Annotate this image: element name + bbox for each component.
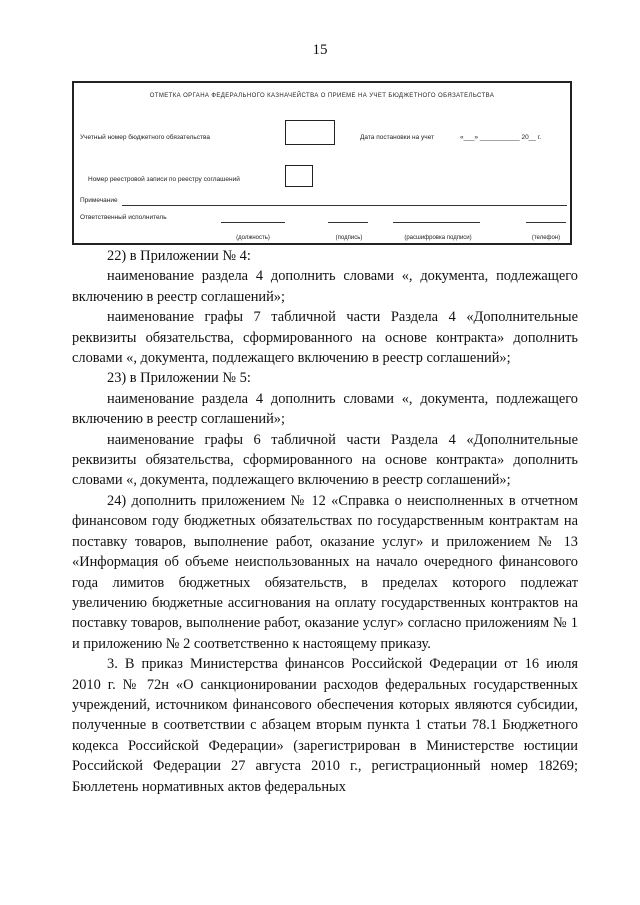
document-body [72, 246, 578, 797]
paragraph-appendix-5-heading: 23) в Приложении № 5: [107, 370, 251, 387]
registry-number-label: Номер реестровой записи по реестру соглашений [88, 176, 240, 183]
phone-line[interactable] [526, 222, 566, 223]
position-line[interactable] [221, 222, 285, 223]
registry-number-field[interactable] [285, 165, 313, 187]
registration-date-value[interactable]: «___» ___________ 20__ г. [460, 134, 542, 141]
paragraph: наименование раздела 4 дополнить словами «, документа, подлежащего включению в реестр соглашений»; [72, 390, 578, 428]
signature-line[interactable] [328, 222, 368, 223]
paragraph-appendix-4-heading: 22) в Приложении № 4: [107, 248, 251, 264]
form-title: ОТМЕТКА ОРГАНА ФЕДЕРАЛЬНОГО КАЗНАЧЕЙСТВА О ПРИЕМЕ НА УЧЕТ БЮДЖЕТНОГО ОБЯЗАТЕЛЬСТВА [149, 93, 495, 99]
paragraph: 3. В приказ Министерства финансов Российской Федерации от 16 июля 2010 г. № 72н «О санкционировании расходов федеральных государственных учреждений, источником финансового обеспечения которых являются субсидии, полученные в соответствии с абзацем вторым пункта 1 статьи 78.1 Бюджетного кодекса Российской Федерации» (зарегистрирован в Министерстве юстиции Российской Федерации 27 августа 2010 г., регистрационный номер 18269; Бюллетень нормативных актов федеральных [72, 656, 578, 795]
signature-caption: (подпись) [335, 235, 363, 241]
account-number-field[interactable] [285, 120, 335, 145]
registration-date-label: Дата постановки на учет [360, 134, 435, 141]
phone-caption: (телефон) [531, 235, 561, 241]
signature-decoding-caption: (расшифровка подписи) [404, 235, 472, 241]
note-field-line[interactable] [122, 205, 567, 206]
account-number-label: Учетный номер бюджетного обязательства [80, 134, 210, 141]
signature-decoding-line[interactable] [393, 222, 480, 223]
position-caption: (должность) [236, 235, 270, 241]
treasury-registration-form [72, 81, 572, 245]
paragraph: наименование раздела 4 дополнить словами «, документа, подлежащего включению в реестр соглашений»; [72, 268, 578, 305]
paragraph: 24) дополнить приложением № 12 «Справка о неисполненных в отчетном финансовом году бюджетных обязательствах по государственным контрактам на поставку товаров, выполнение работ, оказание услуг» и приложением № 13 «Информация об объеме неиспользованных на начало очередного финансового года лимитов бюджетных обязательств, в пределах которого подлежат увеличению бюджетные ассигнования на оплату государственных контрактов на поставку товаров, выполнение работ, оказание услуг» согласно приложениям № 1 и приложению № 2 соответственно к настоящему приказу. [72, 492, 578, 652]
executor-label: Ответственный исполнитель [80, 214, 167, 221]
page-number: 15 [312, 42, 328, 58]
note-label: Примечание [80, 197, 118, 204]
paragraph: наименование графы 6 табличной части Раздела 4 «Дополнительные реквизиты обязательства, сформированного на основе контракта» дополнить словами «, документа, подлежащего включению в реестр соглашений»; [72, 431, 578, 489]
paragraph: наименование графы 7 табличной части Раздела 4 «Дополнительные реквизиты обязательства, сформированного на основе контракта» дополнить словами «, документа, подлежащего включению в реестр соглашений»; [72, 309, 578, 367]
